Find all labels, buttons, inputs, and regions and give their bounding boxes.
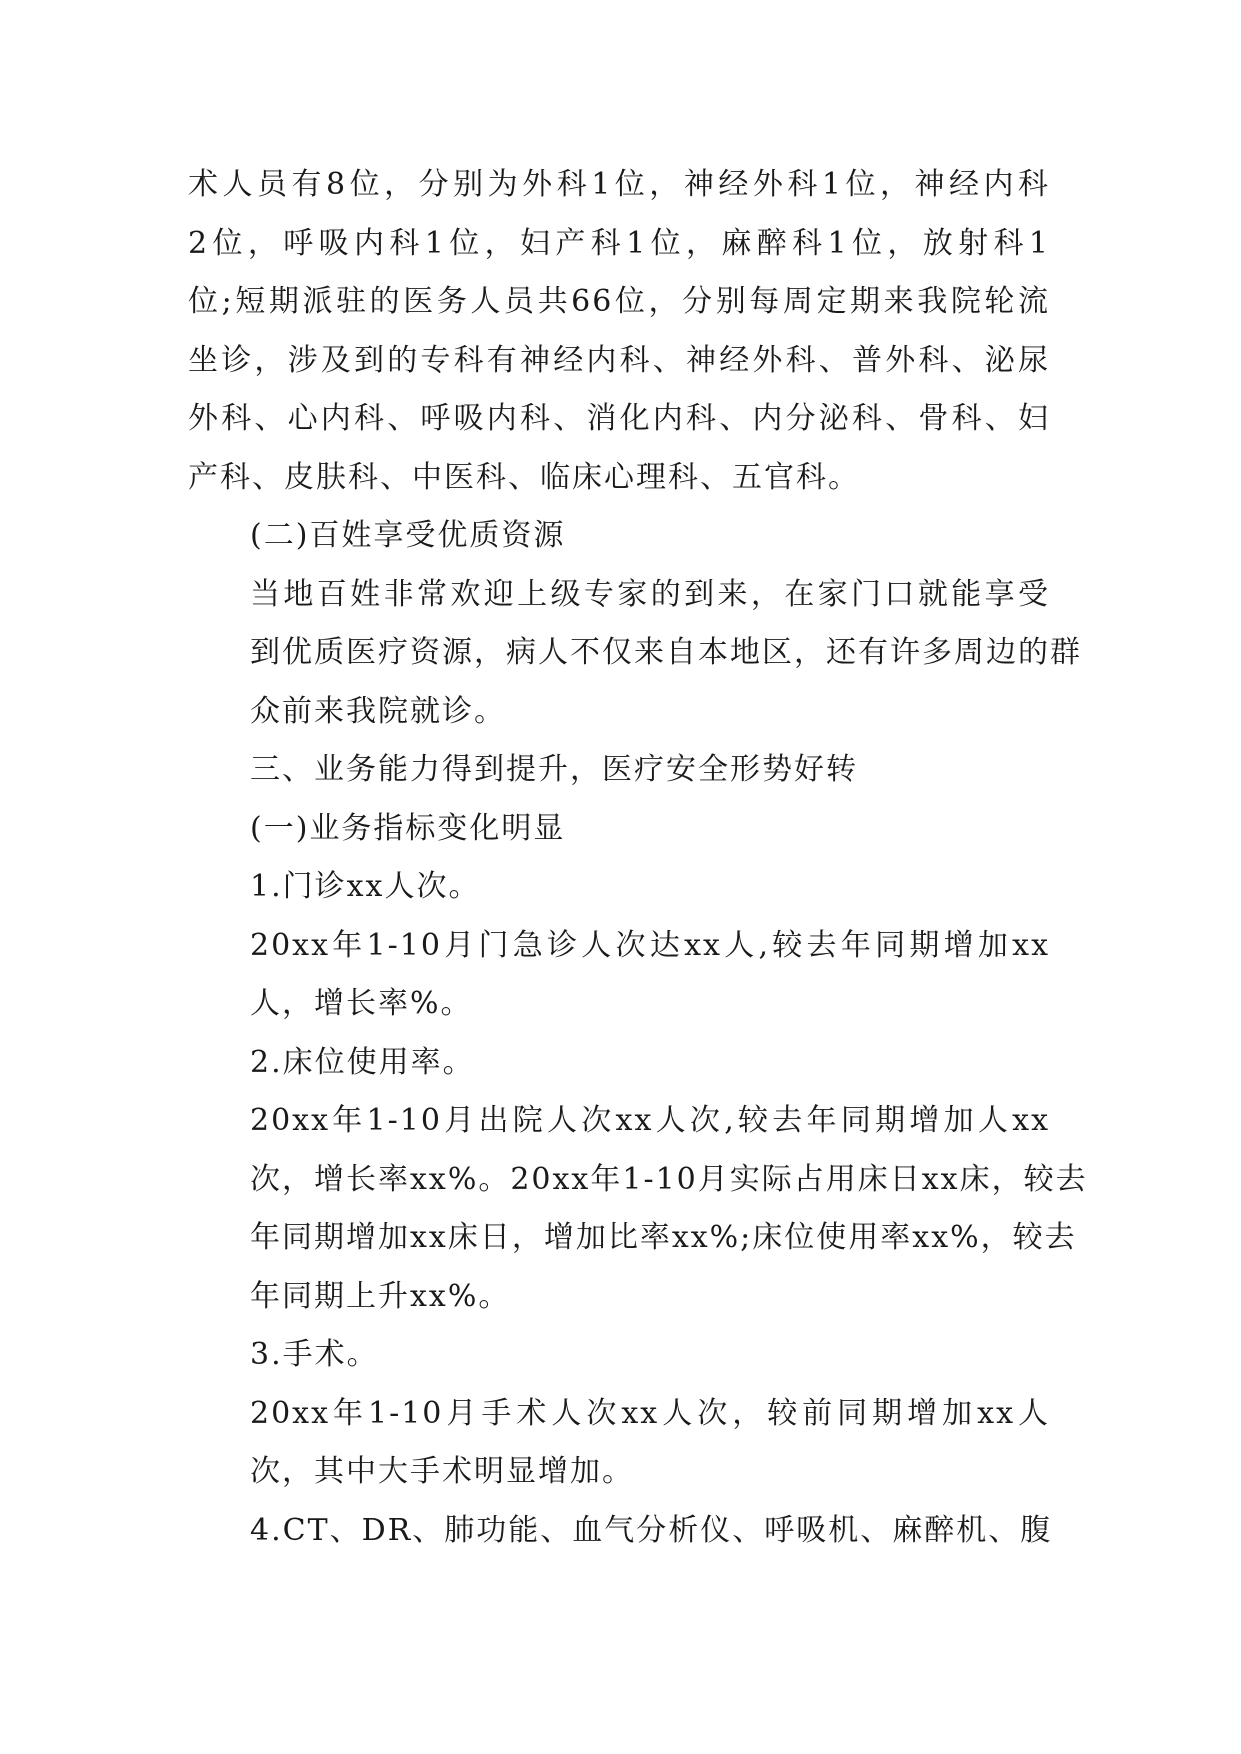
text-line: 年同期增加xx床日，增加比率xx%;床位使用率xx%，较去 (250, 1220, 1077, 1255)
document-paragraph (188, 917, 1050, 1034)
document-paragraph (188, 1502, 1053, 1561)
document-page (188, 156, 1088, 1560)
text-line: 次，增长率xx%。20xx年1-10月实际占用床日xx床，较去 (250, 1161, 1088, 1197)
text-line: 20xx年1-10月出院人次xx人次,较去年同期增加人xx (250, 1103, 1050, 1138)
text-line: 3.手术。 (250, 1337, 379, 1372)
text-line: 2位，呼吸内科1位，妇产科1位，麻醉科1位，放射科1 (188, 225, 1050, 261)
text-line: 三、业务能力得到提升，医疗安全形势好转 (250, 752, 858, 787)
document-paragraph (188, 1092, 1088, 1326)
text-line: 2.床位使用率。 (250, 1044, 475, 1080)
text-line: 术人员有8位，分别为外科1位，神经外科1位，神经内科 (188, 167, 1050, 202)
document-paragraph (188, 741, 1050, 800)
text-line: 次，其中大手术明显增加。 (250, 1454, 634, 1489)
text-line: (一)业务指标变化明显 (250, 810, 566, 846)
document-paragraph (188, 1034, 1050, 1093)
text-line: 外科、心内科、呼吸内科、消化内科、内分泌科、骨科、妇 (188, 401, 1050, 436)
text-line: 20xx年1-10月手术人次xx人次，较前同期增加xx人 (250, 1395, 1050, 1431)
text-line: (二)百姓享受优质资源 (250, 518, 566, 553)
text-line: 年同期上升xx%。 (250, 1278, 511, 1314)
text-line: 位;短期派驻的医务人员共66位，分别每周定期来我院轮流 (188, 284, 1050, 319)
text-line: 20xx年1-10月门急诊人次达xx人,较去年同期增加xx (250, 927, 1050, 963)
document-paragraph (188, 800, 1050, 859)
document-paragraph (188, 507, 1050, 566)
text-line: 1.门诊xx人次。 (250, 869, 481, 904)
text-line: 4.CT、DR、肺功能、血气分析仪、呼吸机、麻醉机、腹 (250, 1512, 1053, 1548)
document-paragraph (188, 858, 1050, 917)
text-line: 产科、皮肤科、中医科、临床心理科、五官科。 (188, 459, 860, 495)
text-line: 到优质医疗资源，病人不仅来自本地区，还有许多周边的群 (250, 635, 1082, 670)
document-paragraph (188, 1326, 1050, 1385)
text-line: 当地百姓非常欢迎上级专家的到来，在家门口就能享受 (250, 576, 1050, 612)
document-paragraph (188, 156, 1050, 507)
document-paragraph (188, 1385, 1050, 1502)
text-line: 众前来我院就诊。 (250, 693, 506, 729)
text-line: 人，增长率%。 (250, 986, 473, 1021)
document-paragraph (188, 566, 1082, 742)
text-line: 坐诊，涉及到的专科有神经内科、神经外科、普外科、泌尿 (188, 342, 1050, 378)
